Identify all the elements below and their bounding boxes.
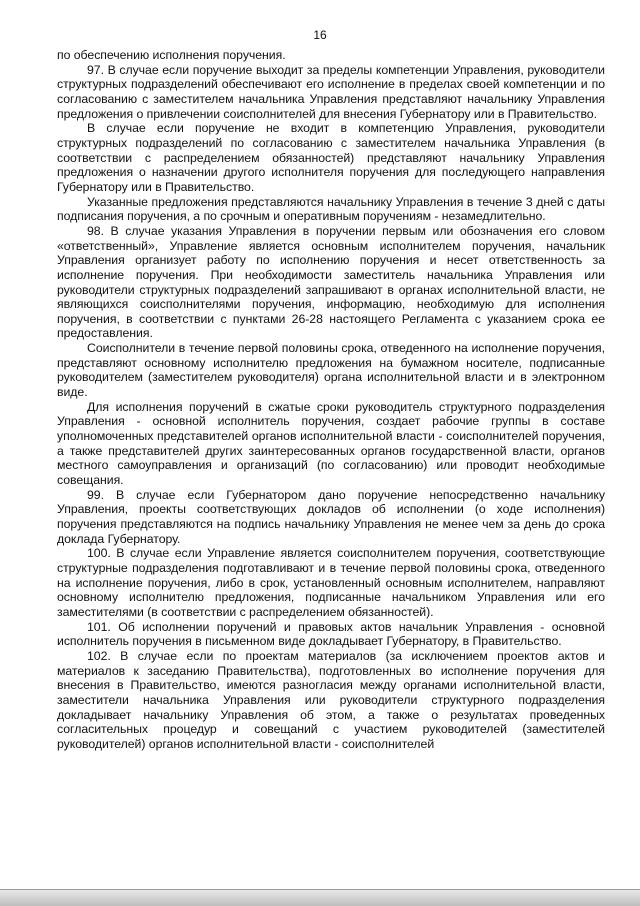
page-number: 16 xyxy=(313,28,327,42)
paragraph-101: 101. Об исполнении поручений и правовых актов начальник Управления - основной исполнитель поручения в письменном виде докладывает Губернатору, в Правительство. xyxy=(57,619,605,649)
paragraph-98: 98. В случае указания Управления в поручении первым или обозначения его словом «ответственный», Управление является основным исполнителем поручения, начальник Управления организует работу по исполнению поручения и несет ответственность за исполнение поручения. При необходимости заместитель начальника Управления или руководители структурных подразделений запрашивают в органах исполнительной власти, не являющихся соисполнителями поручения, информацию, необходимую для исполнения поручения, в соответствии с пунктами 26-28 настоящего Регламента с указанием срока ее предоставления. xyxy=(57,223,605,341)
paragraph-97-third: Указанные предложения представляются начальнику Управления в течение 3 дней с даты подписания поручения, а по срочным и оперативным поручениям - незамедлительно. xyxy=(57,194,605,224)
document-body xyxy=(57,48,605,752)
paragraph-98-second: Соисполнители в течение первой половины срока, отведенного на исполнение поручения, представляют основному исполнителю предложения на бумажном носителе, подписанные руководителем (заместителем руководителя) органа исполнительной власти и в электронном виде. xyxy=(57,341,605,400)
scan-page-edge xyxy=(0,889,640,906)
paragraph-97: 97. В случае если поручение выходит за пределы компетенции Управления, руководители структурных подразделений обеспечивают его исполнение в пределах своей компетенции и по согласованию с заместителем начальника Управления представляют начальнику Управления предложения о привлечении соисполнителей для внесения Губернатору или в Правительство. xyxy=(57,62,605,121)
paragraph-98-third: Для исполнения поручений в сжатые сроки руководитель структурного подразделения Управления - основной исполнитель поручения, создает рабочие группы в составе уполномоченных представителей органов исполнительной власти - соисполнителей поручения, а также представителей других заинтересованных органов государственной власти, органов местного самоуправления и организаций (по согласованию) или проводит необходимые совещания. xyxy=(57,399,605,488)
paragraph-97-second: В случае если поручение не входит в компетенцию Управления, руководители структурных подразделений по согласованию с заместителем начальника Управления (в соответствии с распределением обязанностей) представляют начальнику Управления предложения о назначении другого исполнителя поручения для последующего направления Губернатору или в Правительство. xyxy=(57,121,605,194)
paragraph-102: 102. В случае если по проектам материалов (за исключением проектов актов и материалов к заседанию Правительства), подготовленных во исполнение поручения для внесения в Правительство, имеются разногласия между органами исполнительной власти, заместители начальника Управления или руководители структурного подразделения докладывает начальнику Управления об этом, а также о результатах проведенных согласительных процедур и совещаний с участием руководителей (заместителей руководителей) органов исполнительной власти - соисполнителей xyxy=(57,648,605,751)
paragraph-continuation: по обеспечению исполнения поручения. xyxy=(57,48,286,62)
paragraph-100: 100. В случае если Управление является соисполнителем поручения, соответствующие структурные подразделения подготавливают и в течение первой половины срока, отведенного на исполнение поручения, либо в срок, установленный основным исполнителем, направляют основному исполнителю предложения, подписанные начальником Управления или его заместителями (в соответствии с распределением обязанностей). xyxy=(57,546,605,619)
paragraph-99: 99. В случае если Губернатором дано поручение непосредственно начальнику Управления, проекты соответствующих докладов об исполнении (о ходе исполнения) поручения представляются на подпись начальнику Управления не менее чем за день до срока доклада Губернатору. xyxy=(57,487,605,546)
